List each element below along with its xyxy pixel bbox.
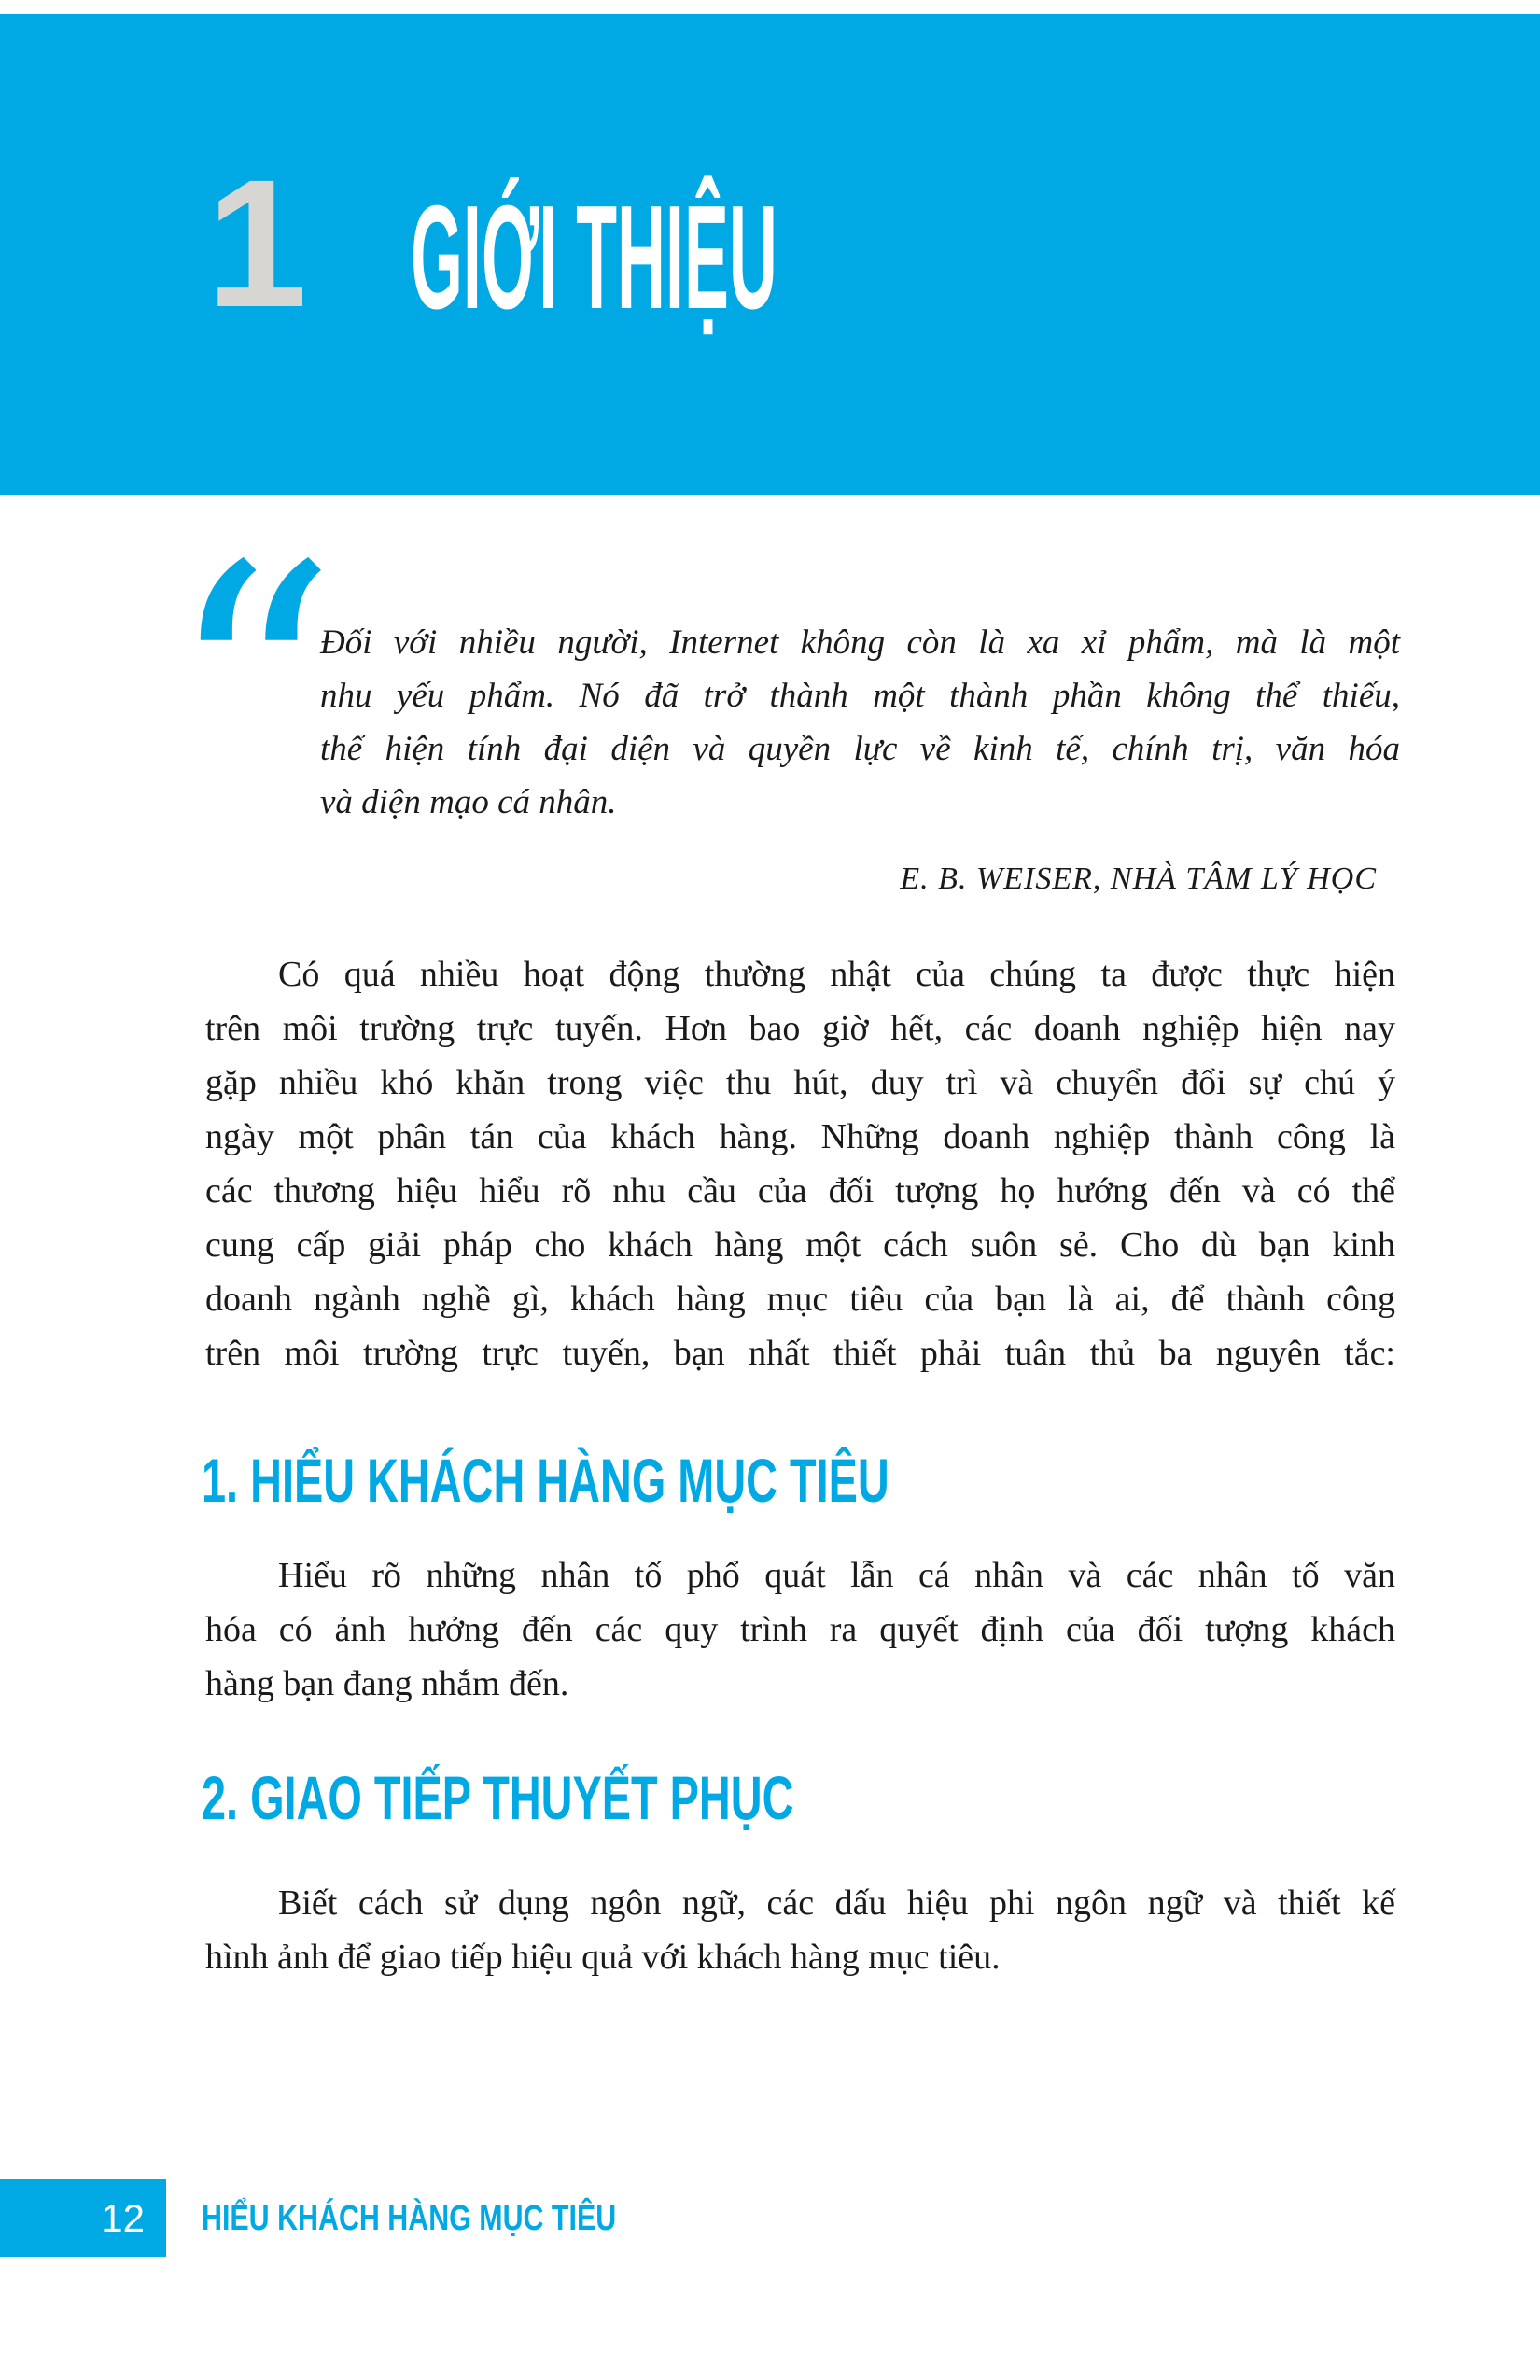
open-quote-icon: “ (166, 495, 339, 886)
text-line: trên môi trường trực tuyến. Hơn bao giờ hết, các doanh nghiệp hiện nay (205, 1009, 1395, 1048)
intro-paragraph (205, 947, 1395, 1380)
page-number: 12 (101, 2196, 145, 2240)
page-number-bar (0, 2179, 166, 2257)
text-line: Có quá nhiều hoạt động thường nhật của chúng ta được thực hiện (278, 955, 1395, 994)
text-line: các thương hiệu hiểu rõ nhu cầu của đối tượng họ hướng đến và có thể (205, 1171, 1395, 1211)
text-line: hóa có ảnh hưởng đến các quy trình ra quyết định của đối tượng khách (205, 1610, 1395, 1649)
text-line: Hiểu rõ những nhân tố phổ quát lẫn cá nhân và các nhân tố văn (278, 1556, 1395, 1595)
quote-attribution: E. B. WEISER, NHÀ TÂM LÝ HỌC (900, 861, 1377, 896)
text-line: trên môi trường trực tuyến, bạn nhất thiết phải tuân thủ ba nguyên tắc: (205, 1334, 1395, 1373)
section-heading-2: 2. GIAO TIẾP THUYẾT PHỤC (202, 1763, 794, 1832)
text-line: hàng bạn đang nhắm đến. (205, 1664, 569, 1703)
text-line: thể hiện tính đại diện và quyền lực về kinh tế, chính trị, văn hóa (320, 730, 1400, 768)
quote-text (320, 616, 1400, 829)
text-line: doanh ngành nghề gì, khách hàng mục tiêu của bạn là ai, để thành công (205, 1280, 1395, 1319)
text-line: gặp nhiều khó khăn trong việc thu hút, duy trì và chuyển đổi sự chú ý (205, 1063, 1395, 1102)
chapter-banner (0, 14, 1540, 495)
text-line: hình ảnh để giao tiếp hiệu quả với khách hàng mục tiêu. (205, 1938, 1001, 1977)
chapter-number: 1 (206, 142, 308, 345)
text-line: Biết cách sử dụng ngôn ngữ, các dấu hiệu phi ngôn ngữ và thiết kế (278, 1883, 1395, 1923)
text-line: và diện mạo cá nhân. (320, 783, 617, 821)
section-2-paragraph (205, 1876, 1395, 1984)
text-line: nhu yếu phẩm. Nó đã trở thành một thành phần không thể thiếu, (320, 677, 1400, 715)
section-1-paragraph (205, 1548, 1395, 1711)
chapter-title: GIỚI THIỆU (411, 175, 777, 340)
section-heading-1: 1. HIỂU KHÁCH HÀNG MỤC TIÊU (202, 1446, 889, 1515)
running-title: HIỂU KHÁCH HÀNG MỤC TIÊU (202, 2199, 617, 2238)
text-line: cung cấp giải pháp cho khách hàng một cách suôn sẻ. Cho dù bạn kinh (205, 1225, 1395, 1265)
text-line: Đối với nhiều người, Internet không còn là xa xỉ phẩm, mà là một (320, 623, 1400, 662)
text-line: ngày một phân tán của khách hàng. Những doanh nghiệp thành công là (205, 1117, 1395, 1156)
